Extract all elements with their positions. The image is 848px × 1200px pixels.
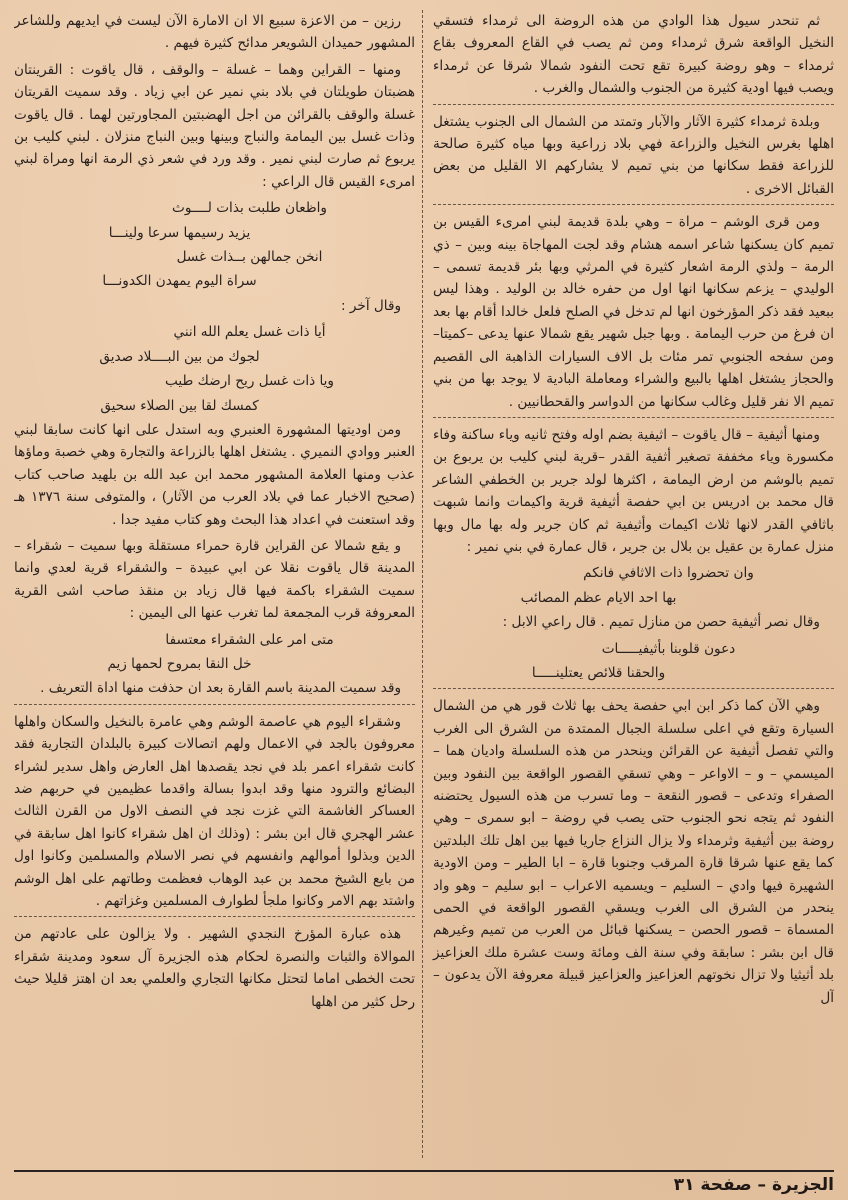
article-paragraph: وقال نصر أثيفية حصن من منازل تميم . قال راعي الابل : (502, 614, 820, 631)
section-separator (433, 204, 834, 205)
poem-verse: انخن جمالهن بــذات غسل (176, 249, 323, 266)
poem-verse: ويا ذات غسل ريح ارضك طيب (165, 373, 335, 390)
footer-rule (14, 1170, 834, 1172)
text-columns (14, 10, 834, 1158)
poem-verse: واظعان طلبت بذات لــــوث (172, 200, 327, 217)
section-separator (433, 104, 834, 105)
poem-verse: متى امر على الشقراء معتسفا (165, 631, 334, 648)
article-paragraph: وقد سميت المدينة باسم القارة بعد ان حذفت منها اداة التعريف . (40, 680, 402, 697)
article-paragraph: ومن اوديتها المشهورة العنبري وبه استدل على انها كانت سابقا لبني العنبر ووادي النميري . يشتغل اهلها بالزراعة والتجارة وهي خصبة وماؤها عذب ومنها العلامة المشهور محمد ابن عبد الله بن بلهيد صاحب كتاب (صحيح الاخبار عما في بلاد العرب من الآثار) ، والمتوفى سنة ١٣٧٦ هـ وقد استعنت في اعداد هذا البحث وهو كتاب مفيد جدا . (14, 421, 416, 528)
poem-verse: يزيد رسيمها سرعا ولينـــا (108, 224, 251, 241)
section-separator (14, 704, 415, 705)
poem-verse: بها احد الايام عظم المصائب (520, 589, 677, 606)
article-paragraph: هذه عبارة المؤرخ النجدي الشهير . ولا يزالون على عادتهم من الموالاة والثبات والنصرة لحكام هذه الجزيرة آل سعود ومدينة شقراء تحت الخطى اماما لتحتل مكانها التجاري والعلمي بعد ان اهتز قليلا حيث رحل كثير من اهلها (14, 926, 416, 1010)
article-paragraph: وشقراء اليوم هي عاصمة الوشم وهي عامرة بالنخيل والسكان واهلها معروفون بالجد في الاعمال ولهم اتصالات كبيرة بالبلدان التجارية فقد كانت شقراء اعمر بلد في نجد يقصدها اهل العارض واهل سدير لشراء البضائع والترود منها وقد ابدوا بسالة واقدما عظيمين في حربهم ضد العساكر الغاشمة التي غزت نجد في النصف الاول من القرن الثالث عشر الهجري قال ابن بشر : (وذلك ان اهل شقراء كانوا اهل سابقة في الدين وبذلوا أموالهم وانفسهم في نصر الاسلام والمسلمين وكانوا اول من بايع الشيخ محمد بن عبد الوهاب فعظمت وطاتهم على اهل الوشم واشتد بهم الامر وكانوا ملجأ لطوارف المسلمين وغزاتهم . (14, 713, 416, 910)
article-paragraph: ومن قرى الوشم – مراة – وهي بلدة قديمة لبني امرىء القيس بن تميم كان يسكنها شاعر اسمه هشام وقد لجت المهاجاة بينه وبين – ذي الرمة – ولذي الرمة اشعار كثيرة في المرثي وبها بئر قديمة تسمى – الوليدي – يزعم سكانها انها اول من حفره خالد بن الوليد . وهذا ليس ببعيد فقد ذكر المؤرخون انها لم تدخل في الصلح فلعل خالدا أقام بها بعد ان فرغ من حرب اليمامة . وبها جبل شهير يقع شمالا عنها يدعى –كميتا– ومن سفحه الجنوبي تمر مئات بل الاف السيارات الذاهبة الى القصيم والحجاز يشتغل اهلها بالبيع والشراء ومعاملة البادية لا يوجد بها من بني تميم الا نفر قليل وغالب سكانها من الدواسر والقحطانيين . (433, 214, 834, 410)
poem-verse: والحقنا قلائص يعتلينـــــا (531, 664, 666, 681)
column-divider (421, 10, 423, 1158)
section-separator (14, 916, 415, 917)
article-paragraph: ومنها – القراين وهما – غسلة – والوقف ، قال ياقوت : القرينتان هضبتان طويلتان في بلاد بني نمير عن ابي زياد . وقد سميت القريتان غسلة والوقف بالقرائن من اجل الهضبتين المجاورتين لهما . قال ياقوت وذات غسل بين اليمامة والنباج وبينها وبين النباج منزلان . لبني كليب بن يربوع ثم صارت لبني نمير . وقد ورد في شعر ذي الرمة انها ومراة لبني امرىء القيس قال الراعي : (14, 61, 416, 190)
right-column (427, 10, 834, 1158)
article-paragraph: وقال آخر : (341, 297, 402, 314)
article-paragraph: و يقع شمالا عن القراين قارة حمراء مستقلة وبها سميت – شقراء – المدينة قال ياقوت نقلا عن ابي عبيدة – والشقراء قرية لعدي وانما سميت الشقراء باكمة فيها قال زياد بن منقذ صاحب اشى القرية المعروفة قرب المجمعة لما تغرب عنها الى اليمين : (14, 537, 416, 622)
poem-verse: دعون قلوبنا بأثيفيـــــات (601, 640, 736, 657)
poem-verse: كمسك لقا بين الصلاء سحيق (100, 397, 259, 414)
article-paragraph: ثم تنحدر سيول هذا الوادي من هذه الروضة الى ثرمداء فتسقي النخيل الواقعة شرق ثرمداء ومن ثم يصب في القاع المعروف بقاع ثرمداء – وهو روضة كبيرة تقع تحت النفود شمالا شرقا عن ثرمداء ويصب فيها اودية كثيرة من الجنوب والشمال والغرب . (433, 13, 834, 97)
page-footer: الجزيرة – صفحة ٣١ (673, 1175, 834, 1195)
article-paragraph: وهي الآن كما ذكر ابن ابي حفصة يحف بها ثلاث قور هي من الشمال السيارة وتقع في اعلى سلسلة الجبال الممتدة من الشرق الى الغرب والتي تفصل أثيفية عن القرائن وينحدر من هذه السلسلة واديان هما – الميسمي – و – الاواعر – وهي تسقي القصور الواقعة بين النفود وبين الصفراء وتدعى – قصور النقعة – وما تسرب من هذه السيول يحتضنه النفود ثم يتجه نحو الجنوب حتى يصب في روضة – ابو سمرى – وهي روضة بين أثيفية وثرمداء ولا يزال النزاع جاريا فيها بين اهل تلك البلدتين كما يقع عنها شرقا قارة المرقب وجنوبا قارة – ابا الطير – ومن الاودية الشهيرة فيها وادي – السليم – ويسميه الاعراب – ابو سليم – وهو واد ينحدر من الشرق الى الغرب ويسقي القصور الواقعة في الحمى المسماة – قصور الحصن – يسكنها قبائل من العرب من تميم وغيرهم قال ابن بشر : سابقة وفي سنة الف ومائة وست عشرة ملك العزاعيز بلد أثيثيا ولا تزال نخوتهم العزاعيز والعزاعيز قبيلة معروفة الآن يدعون – آل (433, 698, 834, 1006)
poem-verse: وان تحضروا ذات الاثافي فانكم (583, 565, 754, 582)
poem-verse: سراة اليوم يمهدن الكدونـــا (102, 273, 257, 290)
article-paragraph: ومنها أثيفية – قال ياقوت – اثيفية بضم اوله وفتح ثانيه وياء ساكنة وفاء مكسورة وياء مخففة تصغير أثفية القدر –قرية لبني كليب بن يربوع بن تميم بالوشم من ارض اليمامة ، اكثرها لولد جرير بن الخطفي الشاعر قال محمد بن ادريس بن ابي حفصة أثيفية قرية واكيمات وانما شبهت باثافي القدر لانها ثلاث اكيمات وأثيفية ثم كان جرير وله بها مال وبها منزل عمارة بن عقيل بن بلال بن جرير ، قال عمارة في بني نمير : (433, 426, 834, 555)
article-paragraph: رزين – من الاعزة سبيع الا ان الامارة الآن ليست في ايديهم وللشاعر المشهور حميدان الشويعر مدائح كثيرة فيهم . (14, 13, 416, 52)
poem-verse: أيا ذات غسل يعلم الله انني (173, 324, 326, 341)
article-paragraph: وبلدة ثرمداء كثيرة الآثار والآبار وتمتد من الشمال الى الجنوب يشتغل اهلها بغرس النخيل والزراعة فهي بلاد زراعية وبها مياه كثيرة صالحة للزراعة فقط سكانها من بني تميم لا يشاركهم الا القليل من بعض القبائل الاخرى . (433, 113, 834, 197)
section-separator (433, 688, 834, 689)
poem-verse: خل النقا بمروح لحمها زيم (107, 655, 252, 672)
section-separator (433, 417, 834, 418)
left-column (14, 10, 417, 1158)
poem-verse: لجوك من بين البــــلاد صديق (99, 348, 260, 365)
